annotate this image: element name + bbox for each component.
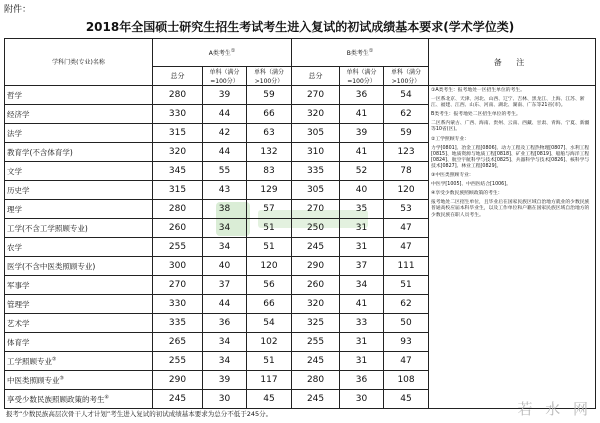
b-zone-single1-cell: 36 [340, 371, 384, 390]
b-zone-total-cell: 305 [292, 181, 340, 200]
subject-name: 军事学 [5, 276, 153, 295]
b-zone-single1-cell: 41 [340, 295, 384, 314]
a-zone-single1-cell: 34 [203, 219, 247, 238]
a-zone-total-cell: 290 [153, 371, 203, 390]
b-zone-single2-cell: 51 [384, 276, 429, 295]
a-zone-single2-cell: 54 [247, 314, 292, 333]
a-zone-single1-cell: 42 [203, 124, 247, 143]
b-zone-single1-cell: 37 [340, 257, 384, 276]
b-zone-total-cell: 255 [292, 333, 340, 352]
a-zone-single1-cell: 39 [203, 371, 247, 390]
b-zone-single2-cell: 45 [384, 390, 429, 409]
header-notes: 备 注 [429, 39, 596, 86]
a-zone-total-cell: 280 [153, 86, 203, 105]
b-zone-single2-cell: 111 [384, 257, 429, 276]
note-n1-title: ①A类考生：报考地处一区招生单位的考生。 [431, 88, 525, 93]
header-a-single2: 单科（满分 >100分） [247, 67, 292, 86]
a-zone-total-cell: 245 [153, 390, 203, 409]
header-a-total: 总分 [153, 67, 203, 86]
b-zone-total-cell: 325 [292, 314, 340, 333]
b-zone-total-cell: 270 [292, 200, 340, 219]
a-zone-single2-cell: 117 [247, 371, 292, 390]
a-zone-single2-cell: 129 [247, 181, 292, 200]
b-zone-single2-cell: 62 [384, 105, 429, 124]
b-zone-single1-cell: 34 [340, 276, 384, 295]
header-b-single1: 单科（满分 =100分） [340, 67, 384, 86]
a-zone-single1-cell: 34 [203, 352, 247, 371]
a-zone-total-cell: 280 [153, 200, 203, 219]
subject-name: 哲学 [5, 86, 153, 105]
subject-name: 管理学 [5, 295, 153, 314]
a-zone-single1-cell: 30 [203, 390, 247, 409]
b-zone-total-cell: 310 [292, 143, 340, 162]
a-zone-total-cell: 320 [153, 143, 203, 162]
b-zone-single1-cell: 31 [340, 333, 384, 352]
a-zone-single2-cell: 59 [247, 86, 292, 105]
header-b-zone: B类考生① [292, 39, 429, 67]
subject-name: 体育学 [5, 333, 153, 352]
note-n2-title: ②工学照顾专业： [431, 136, 469, 142]
a-zone-single1-cell: 36 [203, 314, 247, 333]
b-zone-total-cell: 305 [292, 124, 340, 143]
b-zone-total-cell: 245 [292, 390, 340, 409]
a-zone-single2-cell: 102 [247, 333, 292, 352]
header-b-single2: 单科（满分 >100分） [384, 67, 429, 86]
a-zone-single1-cell: 37 [203, 276, 247, 295]
notes-cell [429, 86, 596, 409]
note-n3-title: ③中医类照顾专业： [431, 173, 474, 179]
b-zone-single1-cell: 41 [340, 143, 384, 162]
note-n1b-body: 二区系内蒙古、广西、海南、贵州、云南、西藏、甘肃、青海、宁夏、新疆等10省(区)。 [431, 121, 590, 133]
b-zone-single2-cell: 47 [384, 352, 429, 371]
b-zone-single1-cell: 31 [340, 219, 384, 238]
subject-name: 历史学 [5, 181, 153, 200]
a-zone-total-cell: 300 [153, 257, 203, 276]
b-zone-single1-cell: 35 [340, 200, 384, 219]
a-zone-single1-cell: 44 [203, 143, 247, 162]
note-n3-body: 中医学[1005]、中西医结合[1006]。 [431, 182, 511, 188]
b-zone-single1-cell: 31 [340, 238, 384, 257]
header-a-zone: A类考生① [153, 39, 292, 67]
a-zone-single1-cell: 38 [203, 200, 247, 219]
b-zone-single1-cell: 41 [340, 105, 384, 124]
b-zone-single2-cell: 120 [384, 181, 429, 200]
b-zone-single2-cell: 54 [384, 86, 429, 105]
b-zone-single1-cell: 39 [340, 124, 384, 143]
header-a-single1: 单科（满分 =100分） [203, 67, 247, 86]
footnote: 报考“少数民族高层次骨干人才计划”考生进入复试的初试成绩基本要求为总分不低于245分。 [6, 410, 273, 418]
a-zone-single2-cell: 51 [247, 219, 292, 238]
b-zone-single1-cell: 30 [340, 390, 384, 409]
b-zone-total-cell: 290 [292, 257, 340, 276]
header-subject: 学科门类(专业)名称 [5, 39, 153, 86]
note-n2-body: 力学[0801]、冶金工程[0806]、动力工程及工程热物理[0807]、水利工程[0815]、地质资源与地质工程[0818]、矿业工程[0819]、船舶与海洋工程[0824]、航空宇航科学与技术[0825]、兵器科学与技术[0826]、核科学与技术[0827]、林业工程[0829]。 [431, 145, 590, 169]
b-zone-single2-cell: 50 [384, 314, 429, 333]
a-zone-single2-cell: 83 [247, 162, 292, 181]
a-zone-single2-cell: 51 [247, 238, 292, 257]
subject-name: 工学(不含工学照顾专业) [5, 219, 153, 238]
a-zone-single1-cell: 55 [203, 162, 247, 181]
a-zone-total-cell: 315 [153, 181, 203, 200]
page-title: 2018年全国硕士研究生招生考试考生进入复试的初试成绩基本要求(学术学位类) [85, 20, 515, 34]
a-zone-total-cell: 260 [153, 219, 203, 238]
note-n1b-title: B类考生：报考地处二区招生单位的考生。 [431, 112, 521, 118]
a-zone-total-cell: 270 [153, 276, 203, 295]
b-zone-single2-cell: 93 [384, 333, 429, 352]
b-zone-total-cell: 270 [292, 86, 340, 105]
b-zone-single2-cell: 53 [384, 200, 429, 219]
a-zone-single1-cell: 44 [203, 295, 247, 314]
a-zone-single2-cell: 45 [247, 390, 292, 409]
b-zone-single2-cell: 123 [384, 143, 429, 162]
b-zone-single2-cell: 59 [384, 124, 429, 143]
b-zone-single2-cell: 47 [384, 219, 429, 238]
attachment-label: 附件： [4, 5, 32, 15]
b-zone-single2-cell: 62 [384, 295, 429, 314]
a-zone-total-cell: 255 [153, 238, 203, 257]
a-zone-single1-cell: 39 [203, 86, 247, 105]
header-b-total: 总分 [292, 67, 340, 86]
subject-name: 中医类照顾专业③ [5, 371, 153, 390]
a-zone-total-cell: 330 [153, 295, 203, 314]
a-zone-total-cell: 335 [153, 314, 203, 333]
subject-name: 文学 [5, 162, 153, 181]
a-zone-single2-cell: 63 [247, 124, 292, 143]
a-zone-single1-cell: 34 [203, 333, 247, 352]
note-n4-body: 报考地处二区招生单位，且毕业后在国家民族区域自治地方就业的少数民族普通高校应届本科毕业生，以及工作单位和户籍在国家民族区域自治地方的少数民族在职人员考生。 [431, 200, 590, 218]
a-zone-single2-cell: 57 [247, 200, 292, 219]
a-zone-single1-cell: 44 [203, 105, 247, 124]
note-n4-title: ④享受少数民族照顾政策的考生： [431, 191, 503, 197]
b-zone-total-cell: 250 [292, 219, 340, 238]
a-zone-single1-cell: 40 [203, 257, 247, 276]
b-zone-total-cell: 335 [292, 162, 340, 181]
b-zone-total-cell: 245 [292, 352, 340, 371]
site-watermark: 若 水 网 [517, 400, 592, 418]
a-zone-single2-cell: 66 [247, 295, 292, 314]
b-zone-single1-cell: 33 [340, 314, 384, 333]
subject-name: 教育学(不含体育学) [5, 143, 153, 162]
a-zone-total-cell: 330 [153, 105, 203, 124]
a-zone-single1-cell: 43 [203, 181, 247, 200]
subject-name: 农学 [5, 238, 153, 257]
subject-name: 理学 [5, 200, 153, 219]
b-zone-single1-cell: 40 [340, 181, 384, 200]
table-row [5, 86, 596, 105]
b-zone-total-cell: 280 [292, 371, 340, 390]
a-zone-total-cell: 265 [153, 333, 203, 352]
a-zone-single1-cell: 34 [203, 238, 247, 257]
a-zone-total-cell: 255 [153, 352, 203, 371]
a-zone-total-cell: 315 [153, 124, 203, 143]
a-zone-single2-cell: 120 [247, 257, 292, 276]
subject-name: 工学照顾专业② [5, 352, 153, 371]
b-zone-single1-cell: 31 [340, 352, 384, 371]
subject-name: 法学 [5, 124, 153, 143]
a-zone-single2-cell: 51 [247, 352, 292, 371]
a-zone-single2-cell: 56 [247, 276, 292, 295]
b-zone-single1-cell: 52 [340, 162, 384, 181]
b-zone-single2-cell: 108 [384, 371, 429, 390]
note-n1-body: 一区系北京、天津、河北、山西、辽宁、吉林、黑龙江、上海、江苏、浙江、福建、江西、山东、河南、湖北、湖南、广东等21省(市)。 [431, 97, 585, 109]
b-zone-total-cell: 320 [292, 105, 340, 124]
a-zone-total-cell: 345 [153, 162, 203, 181]
b-zone-single2-cell: 78 [384, 162, 429, 181]
a-zone-single2-cell: 132 [247, 143, 292, 162]
subject-name: 享受少数民族照顾政策的考生④ [5, 390, 153, 409]
subject-name: 经济学 [5, 105, 153, 124]
score-table [4, 38, 596, 409]
subject-name: 艺术学 [5, 314, 153, 333]
subject-name: 医学(不含中医类照顾专业) [5, 257, 153, 276]
b-zone-total-cell: 245 [292, 238, 340, 257]
a-zone-single2-cell: 66 [247, 105, 292, 124]
b-zone-total-cell: 320 [292, 295, 340, 314]
b-zone-total-cell: 260 [292, 276, 340, 295]
b-zone-single2-cell: 47 [384, 238, 429, 257]
b-zone-single1-cell: 36 [340, 86, 384, 105]
